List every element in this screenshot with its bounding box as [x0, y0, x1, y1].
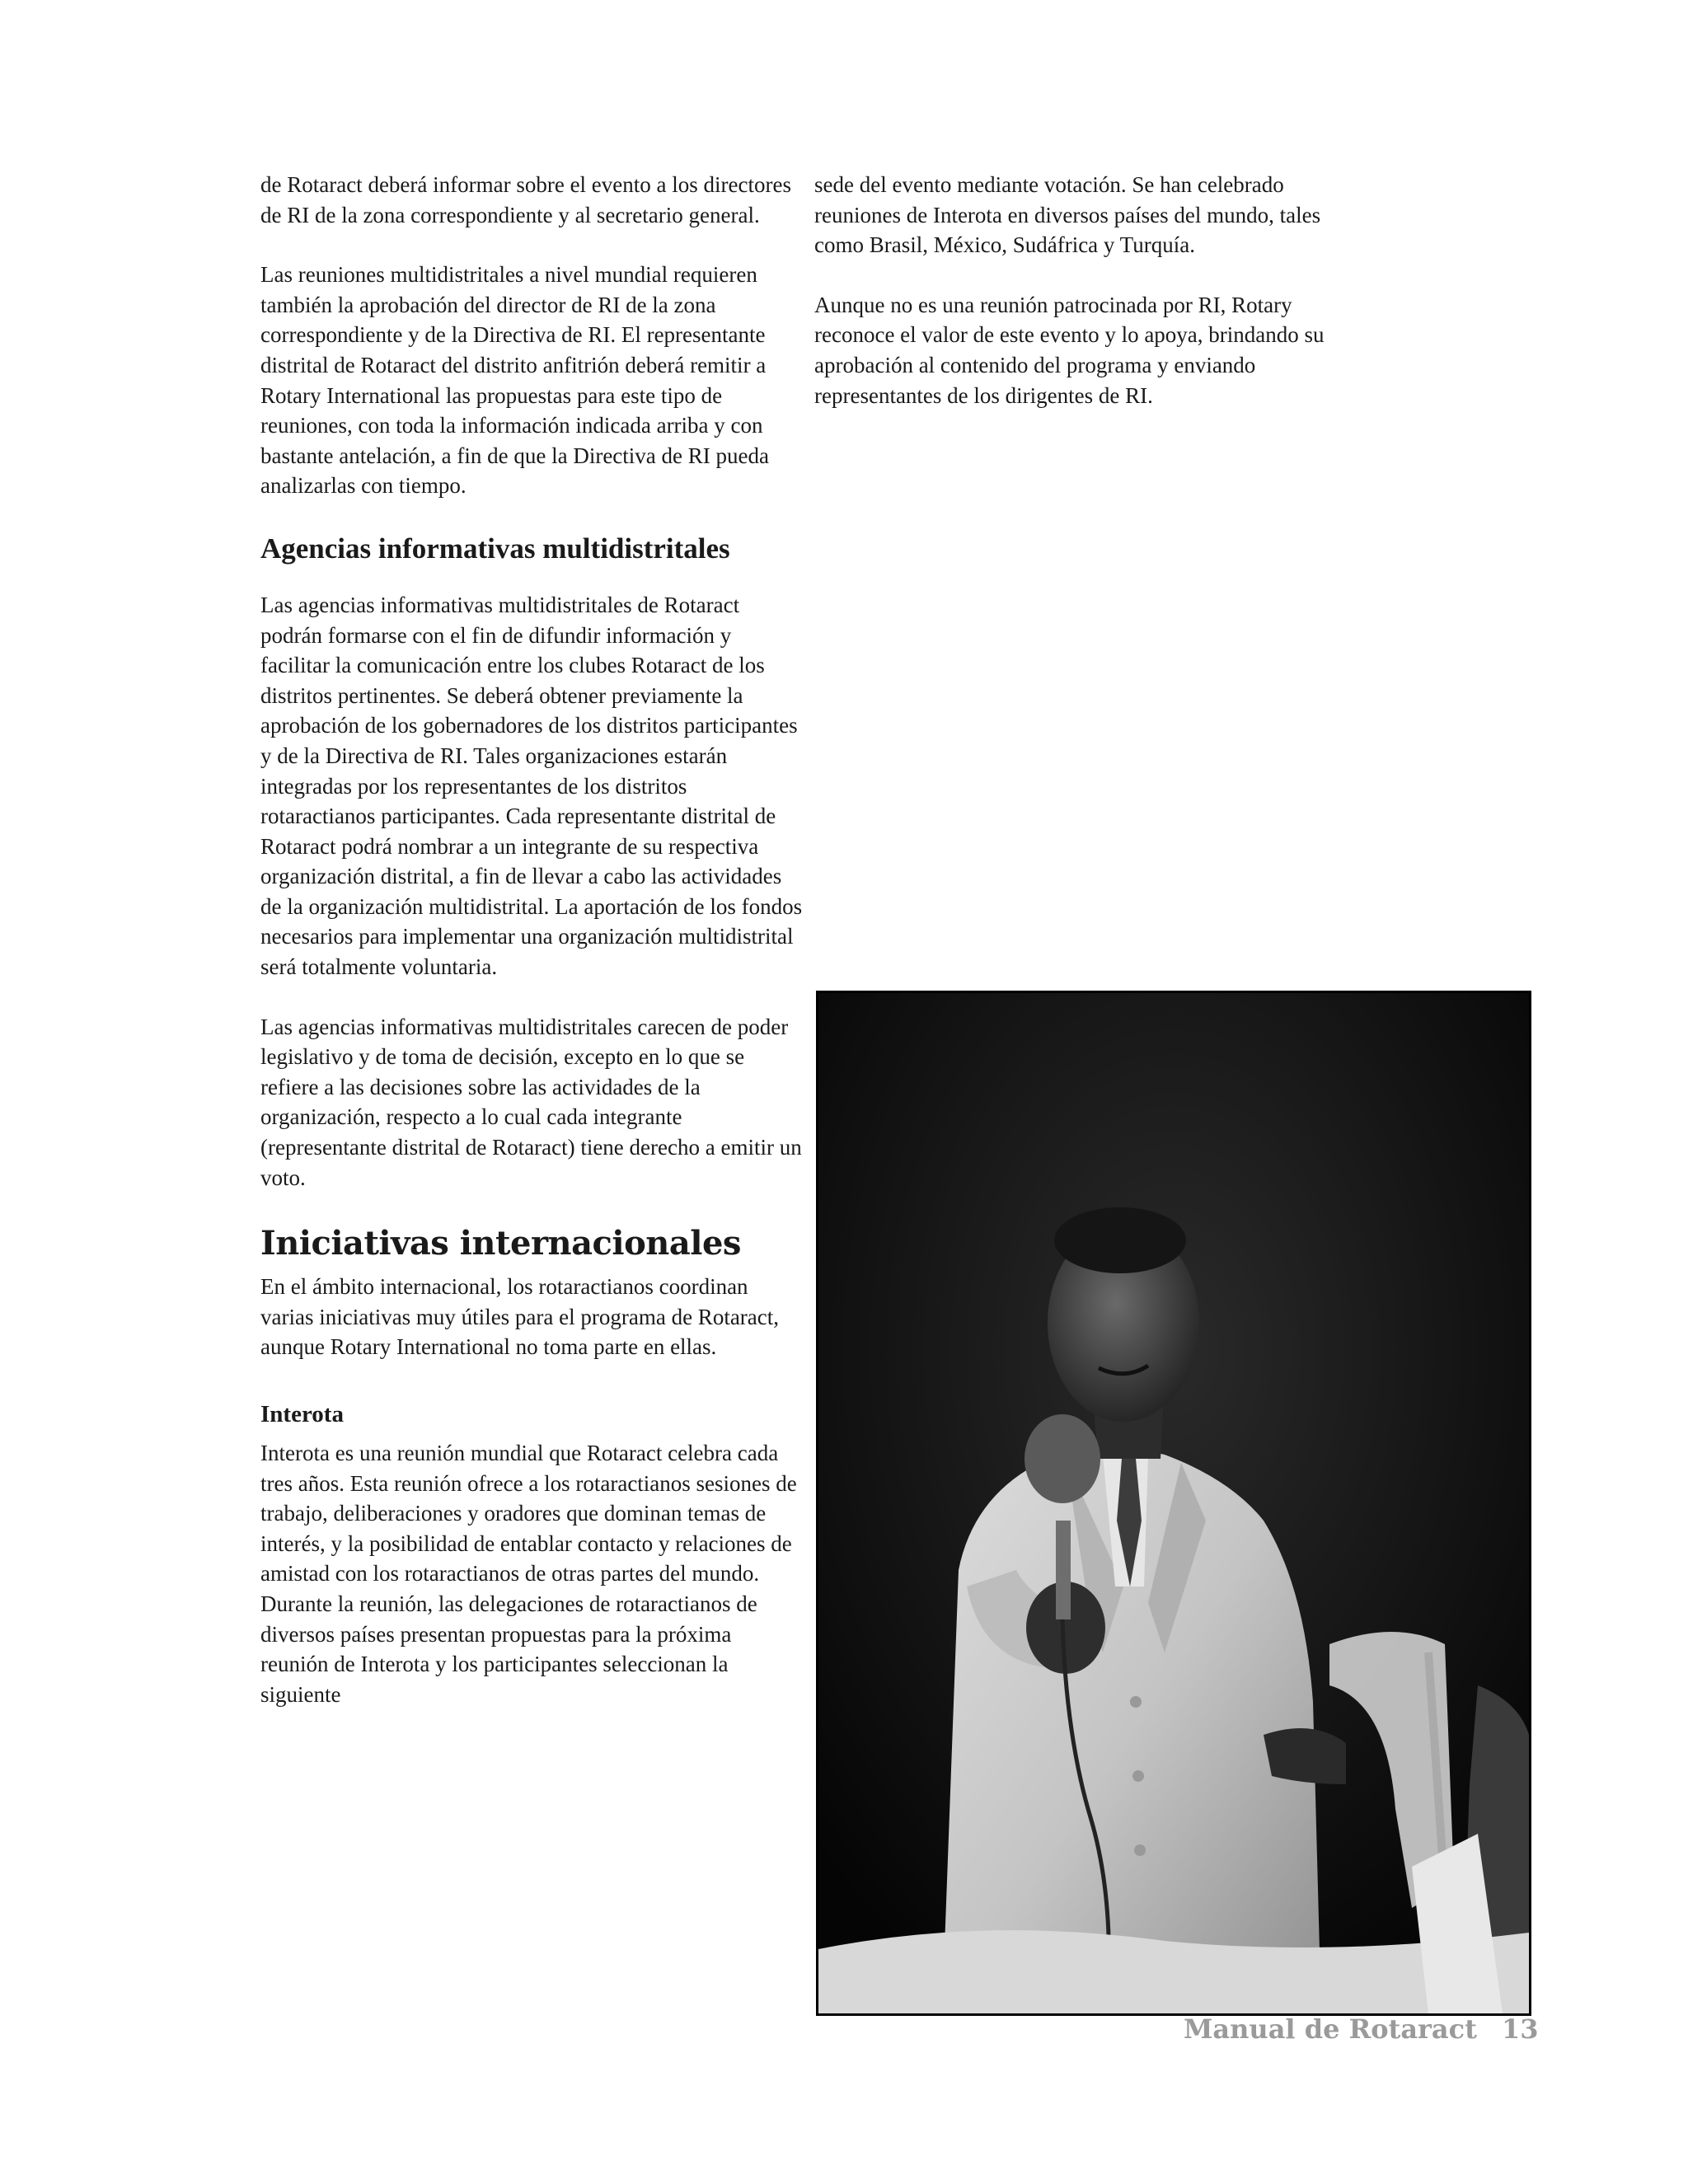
paragraph: Las agencias informativas multidistritales carecen de poder legislativo y de toma de decisión, excepto en lo que se refiere a las decisiones sobre las actividades de la organización, respecto a lo cual cada integrante (representante distrital de Rotaract) tiene derecho a emitir un voto. — [260, 1014, 802, 1190]
heading-agencias: Agencias informativas multidistritales — [260, 532, 730, 565]
left-column — [260, 170, 804, 1739]
right-column — [814, 170, 1358, 440]
paragraph: de Rotaract deberá informar sobre el evento a los directores de RI de la zona correspondiente y al secretario general. — [260, 172, 791, 227]
paragraph: Las reuniones multidistritales a nivel mundial requieren también la aprobación del director de RI de la zona correspondiente y de la Directiva de RI. El representante distrital de Rotaract del distrito anfitrión deberá remitir a Rotary International las propuestas para este tipo de reuniones, con toda la información indicada arriba y con bastante antelación, a fin de que la Directiva de RI pueda analizarlas con tiempo. — [260, 262, 769, 499]
paragraph: sede del evento mediante votación. Se han celebrado reuniones de Interota en diversos países del mundo, tales como Brasil, México, Sudáfrica y Turquía. — [814, 172, 1321, 258]
page-number: 13 — [1502, 2013, 1539, 2045]
heading-interota: Interota — [260, 1401, 344, 1427]
paragraph: En el ámbito internacional, los rotaractianos coordinan varias iniciativas muy útiles para el programa de Rotaract, aunque Rotary International no toma parte en ellas. — [260, 1274, 780, 1360]
paragraph: Interota es una reunión mundial que Rotaract celebra cada tres años. Esta reunión ofrece a los rotaractianos sesiones de trabajo, deliberaciones y oradores que dominan temas de interés, y la posibilidad de entablar contacto y relaciones de amistad con los rotaractianos de otras partes del mundo. Durante la reunión, las delegaciones de rotaractianos de diversos países presentan propuestas para la próxima reunión de Interota y los participantes seleccionan la siguiente — [260, 1441, 797, 1707]
paragraph: Aunque no es una reunión patrocinada por RI, Rotary reconoce el valor de este evento y lo apoya, brindando su aprobación al contenido del programa y enviando representantes de los dirigentes de RI. — [814, 292, 1325, 408]
speaker-photo — [816, 991, 1531, 2016]
heading-iniciativas: Iniciativas internacionales — [260, 1224, 741, 1263]
footer-title: Manual de Rotaract — [1184, 2013, 1477, 2045]
paragraph: Las agencias informativas multidistritales de Rotaract podrán formarse con el fin de difundir información y facilitar la comunicación entre los clubes Rotaract de los distritos pertinentes. Se deberá obtener previamente la aprobación de los gobernadores de los distritos participantes y de la Directiva de RI. Tales organizaciones estarán integradas por los representantes de los distritos rotaractianos participantes. Cada representante distrital de Rotaract podrá nombrar a un integrante de su respectiva organización distrital, a fin de llevar a cabo las actividades de la organización multidistrital. La aportación de los fondos necesarios para implementar una organización multidistrital será totalmente voluntaria. — [260, 592, 803, 980]
